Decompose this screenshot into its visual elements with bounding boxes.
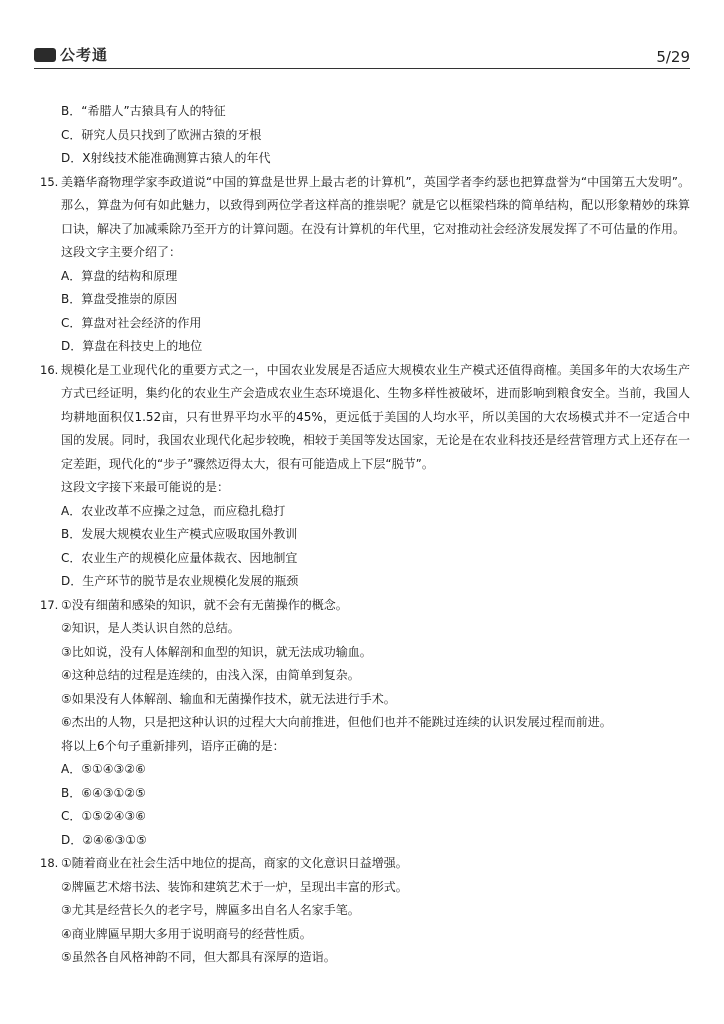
option-b: B．算盘受推崇的原因 [61, 292, 178, 306]
option-d: D．②④⑥③①⑤ [61, 832, 147, 847]
logo-badge-icon [34, 48, 56, 62]
question-prompt: 将以上6个句子重新排列，语序正确的是： [61, 738, 285, 753]
question-number: 15. [40, 174, 59, 189]
sentence-item: ③尤其是经营长久的老字号，牌匾多出自名人名家手笔。 [61, 903, 360, 917]
sentence-item: ③比如说，没有人体解剖和血型的知识，就无法成功输血。 [61, 644, 372, 659]
page-header [34, 38, 690, 69]
sentence-item: ⑥杰出的人物，只是把这种认识的过程大大向前推进，但他们也并不能跳过连续的认识发展过程而前进。 [61, 715, 612, 729]
sentence-item: ①没有细菌和感染的知识，就不会有无菌操作的概念。 [61, 597, 348, 612]
sentence-item: ①随着商业在社会生活中地位的提高，商家的文化意识日益增强。 [61, 856, 408, 870]
question-16 [40, 359, 690, 594]
sentence-item: ②知识，是人类认识自然的总结。 [61, 621, 240, 635]
question-18 [40, 852, 690, 970]
page-content [40, 100, 690, 970]
question-number: 16. [40, 362, 59, 377]
option-c: C．农业生产的规模化应量体裁衣、因地制宜 [61, 550, 298, 565]
option-d: D．X射线技术能准确测算古猿人的年代 [61, 151, 271, 165]
sentence-item: ②牌匾艺术熔书法、装饰和建筑艺术于一炉，呈现出丰富的形式。 [61, 879, 408, 894]
option-b: B．“希腊人”古猿具有人的特征 [61, 104, 226, 118]
option-d: D．算盘在科技史上的地位 [61, 339, 203, 353]
sentence-item: ⑤虽然各自风格神韵不同，但大都具有深厚的造诣。 [61, 950, 336, 964]
option-a: A．⑤①④③②⑥ [61, 762, 146, 776]
question-stem: 规模化是工业现代化的重要方式之一，中国农业发展是否适应大规模农业生产模式还值得商榷。美国多年的大农场生产方式已经证明，集约化的农业生产会造成农业生态环境退化、生物多样性被破坏，进而影响到粮食安全。当前，我国人均耕地面积仅1.52亩，只有世界平均水平的45%，更远低于美国的人均水平，所以美国的大农场模式并不一定适合中国的发展。同时，我国农业现代化起步较晚，相较于美国等发达国家，无论是在农业科技还是经营管理方式上还存在一定差距，现代化的“步子”骤然迈得太大，很有可能造成上下层“脱节”。 [61, 362, 690, 471]
question-stem: 美籍华裔物理学家李政道说“中国的算盘是世界上最古老的计算机”，英国学者李约瑟也把算盘誉为“中国第五大发明”。那么，算盘为何有如此魅力，以致得到两位学者这样高的推崇呢？就是它以框梁档珠的简单结构，配以形象精妙的珠算口诀，解决了加减乘除乃至开方的计算问题。在没有计算机的年代里，它对推动社会经济发展发挥了不可估量的作用。 [61, 174, 690, 236]
question-prompt: 这段文字接下来最可能说的是： [61, 480, 230, 494]
logo-text: 公考通 [60, 46, 109, 64]
sentence-item: ④商业牌匾早期大多用于说明商号的经营性质。 [61, 926, 312, 941]
option-b: B．发展大规模农业生产模式应吸取国外教训 [61, 527, 298, 541]
question-17 [40, 594, 690, 853]
option-c: C．算盘对社会经济的作用 [61, 315, 202, 330]
brand-logo [34, 44, 108, 65]
option-a: A．农业改革不应操之过急，而应稳扎稳打 [61, 503, 286, 518]
option-c: C．①⑤②④③⑥ [61, 809, 146, 823]
page-number: 5/29 [656, 48, 690, 66]
sentence-item: ⑤如果没有人体解剖、输血和无菌操作技术，就无法进行手术。 [61, 691, 396, 706]
question-number: 18. [40, 856, 59, 870]
option-a: A．算盘的结构和原理 [61, 268, 178, 283]
option-c: C．研究人员只找到了欧洲古猿的牙根 [61, 127, 262, 142]
question-number: 17. [40, 597, 59, 612]
question-15 [40, 171, 690, 359]
option-b: B．⑥④③①②⑤ [61, 785, 146, 800]
sentence-item: ④这种总结的过程是连续的，由浅入深，由简单到复杂。 [61, 668, 360, 682]
option-d: D．生产环节的脱节是农业规模化发展的瓶颈 [61, 574, 299, 588]
question-prompt: 这段文字主要介绍了： [61, 245, 182, 259]
